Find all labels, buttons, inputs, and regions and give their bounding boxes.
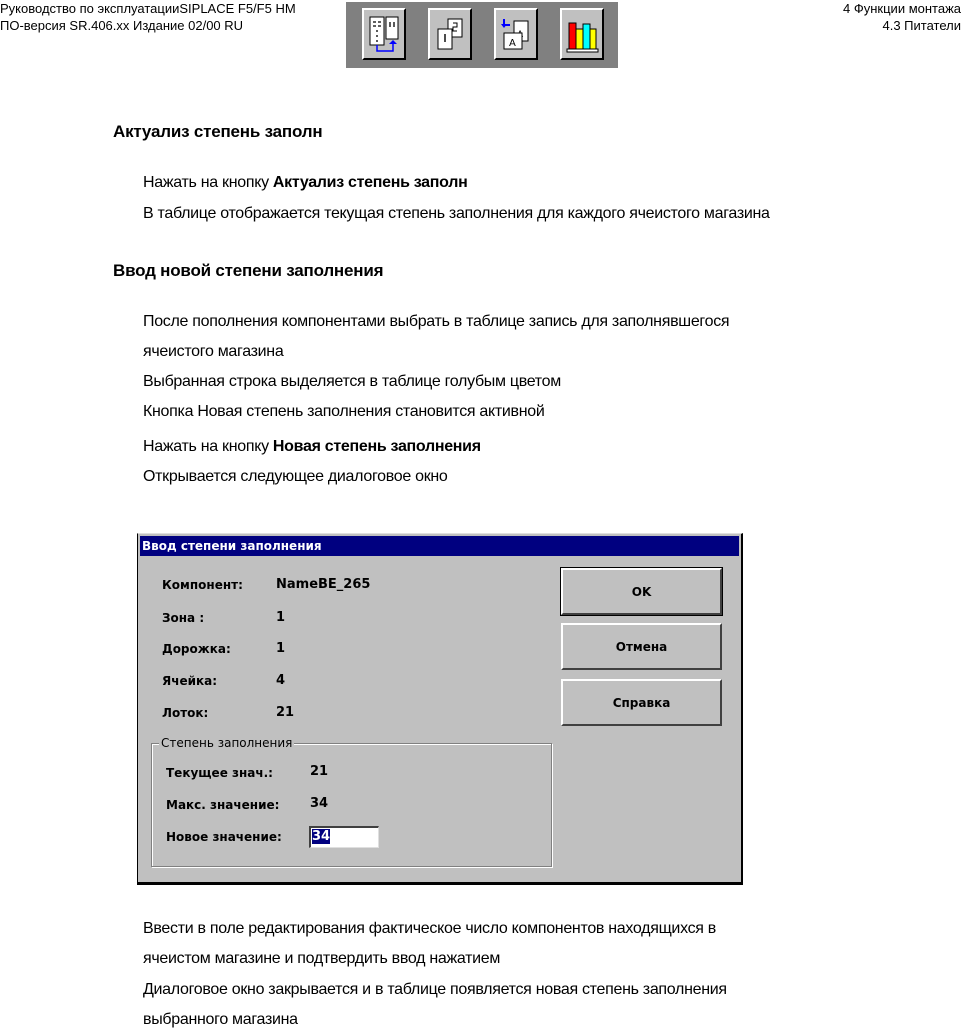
zone-label: Зона :: [162, 611, 205, 625]
manual-title: Руководство по эксплуатацииSIPLACE F5/F5 HM: [0, 1, 296, 16]
pages-copy-icon: [434, 15, 468, 55]
section-heading-update: Актуализ степень заполн: [113, 122, 323, 141]
instruction-button-active: Кнопка Новая степень заполнения становится активной: [143, 403, 545, 420]
zone-value: 1: [276, 610, 286, 625]
fill-level-dialog: [137, 533, 743, 885]
current-value: 21: [310, 764, 329, 779]
max-value: 34: [310, 796, 329, 811]
instruction-dialog-opens: Открывается следующее диалоговое окно: [143, 468, 448, 485]
new-level-button-reference: Новая степень заполнения: [272, 438, 481, 455]
chapter-title: 4 Функции монтажа: [843, 1, 961, 16]
toolbar-button-1[interactable]: [362, 8, 406, 60]
current-value-label: Текущее знач.:: [166, 766, 273, 780]
page-header-right: [843, 0, 961, 34]
component-label: Компонент:: [162, 578, 243, 592]
svg-text:A: A: [509, 38, 516, 49]
dialog-titlebar: Ввод степени заполнения: [140, 536, 739, 556]
instruction-select-record: После пополнения компонентами выбрать в таблице запись для заполнявшегося: [143, 313, 730, 330]
instruction-select-record-cont: ячеистого магазина: [143, 343, 284, 360]
instruction-enter-count-cont: ячеистом магазине и подтвердить ввод нажатием: [143, 950, 501, 967]
toolbar-button-3[interactable]: [494, 8, 538, 60]
cell-label: Ячейка:: [162, 674, 218, 688]
tray-value: 21: [276, 705, 295, 720]
document-replace-icon: [500, 15, 534, 55]
cell-value: 4: [276, 673, 286, 688]
instruction-table-shows: В таблице отображается текущая степень заполнения для каждого ячеистого магазина: [143, 205, 770, 222]
track-value: 1: [276, 641, 286, 656]
help-button[interactable]: Справка: [561, 679, 722, 726]
toolbar-button-2[interactable]: [428, 8, 472, 60]
toolbar-button-4[interactable]: [560, 8, 604, 60]
section-heading-new-level: Ввод новой степени заполнения: [113, 261, 384, 280]
max-value-label: Макс. значение:: [166, 798, 280, 812]
instruction-dialog-closes-cont: выбранного магазина: [143, 1011, 298, 1028]
ok-button[interactable]: OK: [561, 568, 722, 615]
track-label: Дорожка:: [162, 642, 231, 656]
new-value-label: Новое значение:: [166, 830, 282, 844]
table-transfer-icon: [368, 15, 402, 55]
update-button-reference: Актуализ степень заполн: [272, 174, 468, 191]
section-title: 4.3 Питатели: [882, 18, 961, 33]
software-version: ПО-версия SR.406.xx Издание 02/00 RU: [0, 18, 244, 33]
tray-label: Лоток:: [162, 706, 209, 720]
toolbar: [346, 2, 618, 68]
cancel-button[interactable]: Отмена: [561, 623, 722, 670]
component-value: NameBE_265: [276, 577, 371, 592]
new-value-selected-text: 34: [312, 829, 331, 844]
page-header-left: [0, 0, 296, 34]
fill-level-group: [151, 736, 552, 867]
instruction-row-highlight: Выбранная строка выделяется в таблице голубым цветом: [143, 373, 561, 390]
instruction-dialog-closes: Диалоговое окно закрывается и в таблице появляется новая степень заполнения: [143, 981, 727, 998]
instruction-enter-count: Ввести в поле редактирования фактическое число компонентов находящихся в: [143, 920, 716, 937]
books-library-icon: [566, 15, 600, 55]
instruction-press-update: Нажать на кнопку Актуализ степень заполн: [143, 174, 468, 191]
fill-level-group-legend: Степень заполнения: [161, 736, 293, 750]
instruction-press-new-level: Нажать на кнопку Новая степень заполнения: [143, 438, 481, 455]
new-value-input[interactable]: [309, 826, 379, 848]
